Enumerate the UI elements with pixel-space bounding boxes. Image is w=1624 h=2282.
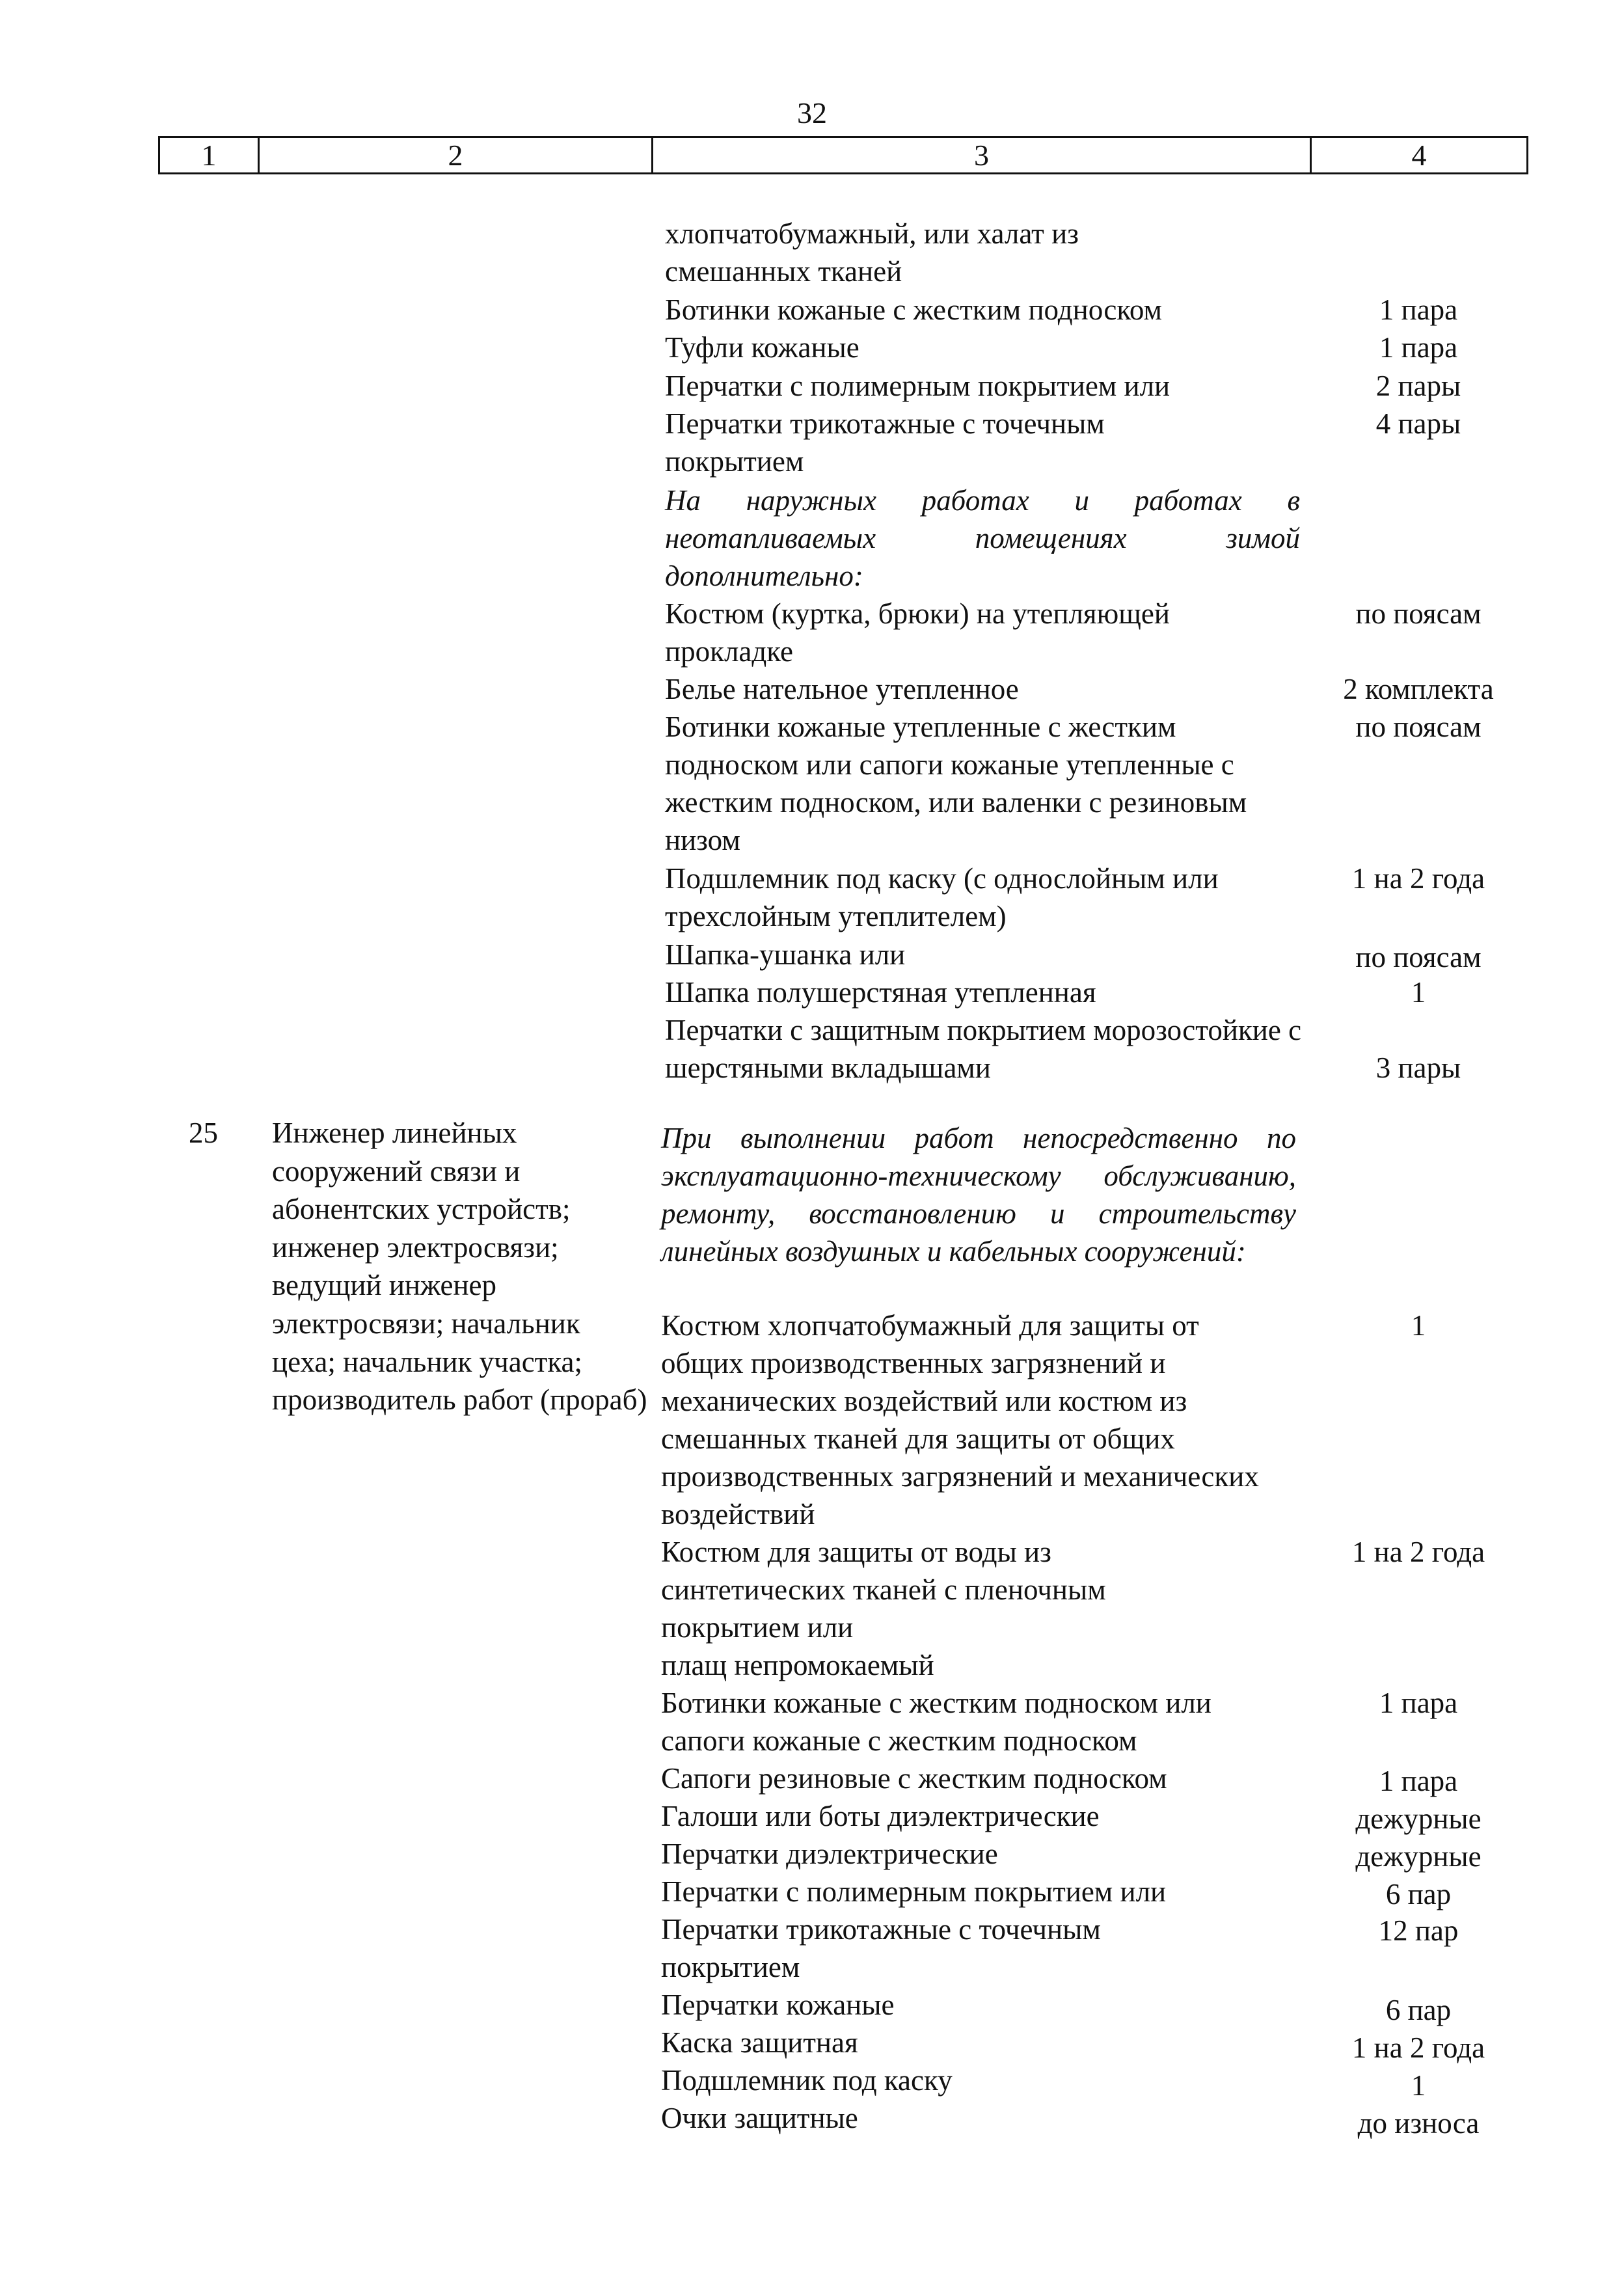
item-qty: 1 на 2 года [1351,1536,1485,1568]
item-name: плащ непромокаемый [661,1649,934,1681]
item-name: Ботинки кожаные утепленные с жестким подноском или сапоги кожаные утепленные с жестким подноском, или валенки с резиновым низом [665,711,1247,856]
header-col-1: 1 [160,138,260,172]
item-name: Перчатки диэлектрические [661,1838,998,1870]
item-name: Сапоги резиновые с жестким подноском [661,1762,1167,1795]
item-qty: по поясам [1355,711,1482,743]
header-col-2: 2 [260,138,653,172]
item-name: Белье нательное утепленное [665,673,1019,705]
item-qty: 2 пары [1375,370,1461,402]
item-qty: 1 пара [1379,1687,1458,1719]
header-col-3: 3 [653,138,1312,172]
item-name: Туфли кожаные [665,331,859,364]
item-name: Перчатки трикотажные с точечным покрытием [661,1913,1101,1983]
job-title: Инженер линейных сооружений связи и абонентских устройств; инженер электросвязи; ведущий инженер электросвязи; начальник цеха; начальник участка; производитель работ (прораб) [272,1117,647,1417]
item-name: Перчатки с полимерным покрытием или [665,370,1171,402]
item-qty: 1 [1411,1309,1426,1342]
header-col-4: 4 [1411,139,1427,172]
item-name: Каска защитная [661,2026,858,2059]
item-qty: 1 [1411,976,1426,1009]
item-qty: 6 пар [1385,1994,1452,2026]
item-name: Очки защитные [661,2102,858,2134]
item-qty: 2 комплекта [1343,673,1494,705]
item-qty: по поясам [1355,597,1482,630]
item-name: Перчатки кожаные [661,1989,895,2021]
item-name: Ботинки кожаные с жестким подноском [665,293,1163,326]
row-number: 25 [189,1117,218,1149]
item-qty: 1 на 2 года [1351,862,1485,895]
item-qty: 1 [1411,2069,1426,2102]
item-name: Перчатки с полимерным покрытием или [661,1875,1167,1908]
item-name: Костюм хлопчатобумажный для защиты от общих производственных загрязнений и механических воздействий или костюм из смешанных тканей для защиты от общих производственных загрязнений и механических воздействий [661,1309,1259,1530]
table-header-row [158,136,1528,174]
item-qty: 3 пары [1375,1052,1461,1084]
item-qty: 1 пара [1379,1765,1458,1797]
item-name: хлопчатобумажный, или халат из смешанных тканей [665,217,1079,288]
item-qty: 1 пара [1379,331,1458,364]
item-qty: 6 пар [1385,1878,1452,1910]
item-qty: по поясам [1355,941,1482,973]
item-name: Ботинки кожаные с жестким подноском или сапоги кожаные с жестким подноском [661,1687,1211,1757]
section-note-text: При выполнении работ непосредственно по эксплуатационно-техническому обслуживанию, ремонту, восстановлению и строительству линейных воздушных и кабельных сооружений: [661,1122,1296,1268]
item-qty: 1 пара [1379,293,1458,326]
item-name: Костюм (куртка, брюки) на утепляющей прокладке [665,597,1170,668]
item-name: Перчатки с защитным покрытием морозостойкие с шерстяными вкладышами [665,1014,1302,1084]
section-note-text: На наружных работах и работах в неотапливаемых помещениях зимой дополнительно: [665,484,1300,592]
item-qty: дежурные [1355,1802,1482,1835]
page-number: 32 [797,96,827,129]
item-qty: до износа [1357,2107,1480,2139]
item-qty: 12 пар [1378,1914,1459,1947]
item-name: Галоши или боты диэлектрические [661,1800,1100,1832]
item-qty: дежурные [1355,1840,1482,1873]
item-name: Перчатки трикотажные с точечным покрытием [665,407,1105,478]
item-name: Костюм для защиты от воды из синтетических тканей с пленочным покрытием или [661,1536,1106,1644]
item-qty: 4 пары [1375,407,1461,440]
item-name: Подшлемник под каску [661,2064,953,2097]
item-name: Подшлемник под каску (с однослойным или трехслойным утеплителем) [665,862,1219,932]
item-qty: 1 на 2 года [1351,2031,1485,2064]
item-name: Шапка полушерстяная утепленная [665,976,1096,1009]
item-name: Шапка-ушанка или [665,938,906,971]
